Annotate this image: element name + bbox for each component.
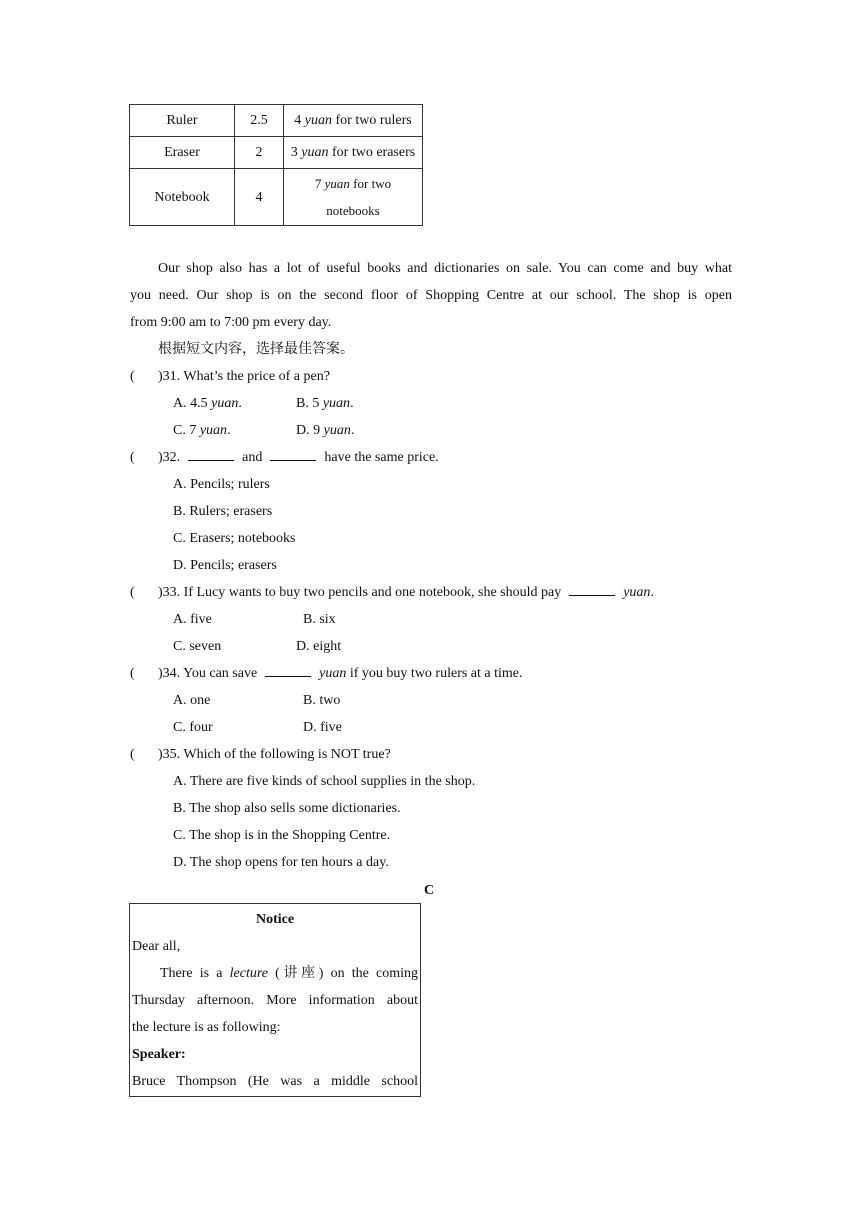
offer-unit: yuan <box>301 145 329 160</box>
table-cell-price: 2 <box>235 137 284 169</box>
option-d[interactable]: D. five <box>303 720 342 735</box>
offer-text: for two erasers <box>328 145 416 160</box>
option-c[interactable]: C. four <box>173 720 213 735</box>
option-b[interactable]: B. 5 yuan. <box>296 396 354 411</box>
offer-unit: yuan <box>304 113 332 128</box>
offer-text-line2: notebooks <box>326 203 380 218</box>
question-stem: )35. Which of the following is NOT true? <box>158 747 391 762</box>
notice-title: Notice <box>255 912 295 927</box>
passage-line: you need. Our shop is on the second floor of Shopping Centre at our school. The shop is open <box>130 288 732 303</box>
answer-blank <box>569 583 615 596</box>
speaker-label: Speaker: <box>132 1047 186 1062</box>
answer-paren[interactable]: ( <box>130 747 135 762</box>
table-cell-offer <box>284 105 423 137</box>
question-32 <box>130 444 439 471</box>
option-a[interactable]: A. one <box>173 693 211 708</box>
speaker-text: Bruce Thompson (He was a middle school <box>132 1074 418 1089</box>
notice-body-line: There is a lecture (讲座) on the coming <box>160 966 418 981</box>
passage-line: from 9:00 am to 7:00 pm every day. <box>130 315 332 330</box>
option-d[interactable]: D. The shop opens for ten hours a day. <box>173 855 389 870</box>
answer-blank <box>188 448 234 461</box>
option-a[interactable]: A. 4.5 yuan. <box>173 396 242 411</box>
answer-paren[interactable]: ( <box>130 369 135 384</box>
offer-unit: yuan <box>324 176 350 191</box>
option-d[interactable]: D. Pencils; erasers <box>173 558 277 573</box>
question-stem-mid: and <box>242 450 263 465</box>
offer-number: 3 <box>290 145 302 160</box>
question-unit: yuan <box>623 585 651 600</box>
table-row <box>130 137 423 169</box>
offer-text: for two <box>349 176 392 191</box>
option-b[interactable]: B. The shop also sells some dictionaries. <box>173 801 401 816</box>
question-stem: )33. If Lucy wants to buy two pencils and one notebook, she should pay <box>158 585 562 600</box>
answer-paren[interactable]: ( <box>130 585 135 600</box>
option-a[interactable]: A. Pencils; rulers <box>173 477 270 492</box>
notice-greeting: Dear all, <box>132 939 181 954</box>
answer-blank <box>270 448 316 461</box>
passage <box>130 255 732 336</box>
option-d[interactable]: D. eight <box>296 639 342 654</box>
question-31 <box>130 363 330 390</box>
option-b[interactable]: B. Rulers; erasers <box>173 504 273 519</box>
offer-text: for two rulers <box>332 113 412 128</box>
instruction: 根据短文内容，选择最佳答案。 <box>158 342 354 357</box>
table-row <box>130 169 423 226</box>
question-stem-end: if you buy two rulers at a time. <box>346 666 523 681</box>
table-cell-item: Eraser <box>130 137 235 169</box>
option-c[interactable]: C. seven <box>173 639 222 654</box>
table-cell-item: Notebook <box>130 169 235 226</box>
question-stem: )32. <box>158 450 181 465</box>
price-table <box>129 104 423 226</box>
question-stem-end: have the same price. <box>324 450 439 465</box>
answer-paren[interactable]: ( <box>130 666 135 681</box>
table-row <box>130 105 423 137</box>
table-cell-price: 4 <box>235 169 284 226</box>
option-c[interactable]: C. Erasers; notebooks <box>173 531 296 546</box>
section-heading: C <box>424 883 435 898</box>
table-cell-item: Ruler <box>130 105 235 137</box>
option-b[interactable]: B. two <box>303 693 341 708</box>
option-c[interactable]: C. The shop is in the Shopping Centre. <box>173 828 391 843</box>
answer-blank <box>265 664 311 677</box>
notice-box <box>129 903 421 1097</box>
option-a[interactable]: A. There are five kinds of school supplies in the shop. <box>173 774 476 789</box>
option-b[interactable]: B. six <box>303 612 336 627</box>
notice-body-line: Thursday afternoon. More information about <box>132 993 418 1008</box>
option-d[interactable]: D. 9 yuan. <box>296 423 355 438</box>
table-cell-price: 2.5 <box>235 105 284 137</box>
offer-number: 7 <box>314 176 325 191</box>
question-stem: )34. You can save <box>158 666 258 681</box>
offer-number: 4 <box>294 113 305 128</box>
answer-paren[interactable]: ( <box>130 450 135 465</box>
question-34 <box>130 660 523 687</box>
table-cell-offer <box>284 169 423 226</box>
question-33: ( )33. If Lucy wants to buy two pencils and one notebook, she should pay yuan. <box>130 579 654 606</box>
option-c[interactable]: C. 7 yuan. <box>173 423 231 438</box>
notice-body-line: the lecture is as following: <box>132 1020 281 1035</box>
table-cell-offer <box>284 137 423 169</box>
passage-line: Our shop also has a lot of useful books and dictionaries on sale. You can come and buy what <box>158 261 732 276</box>
option-a[interactable]: A. five <box>173 612 212 627</box>
question-35 <box>130 741 391 768</box>
question-stem: )31. What’s the price of a pen? <box>158 369 330 384</box>
question-unit: yuan <box>319 666 347 681</box>
